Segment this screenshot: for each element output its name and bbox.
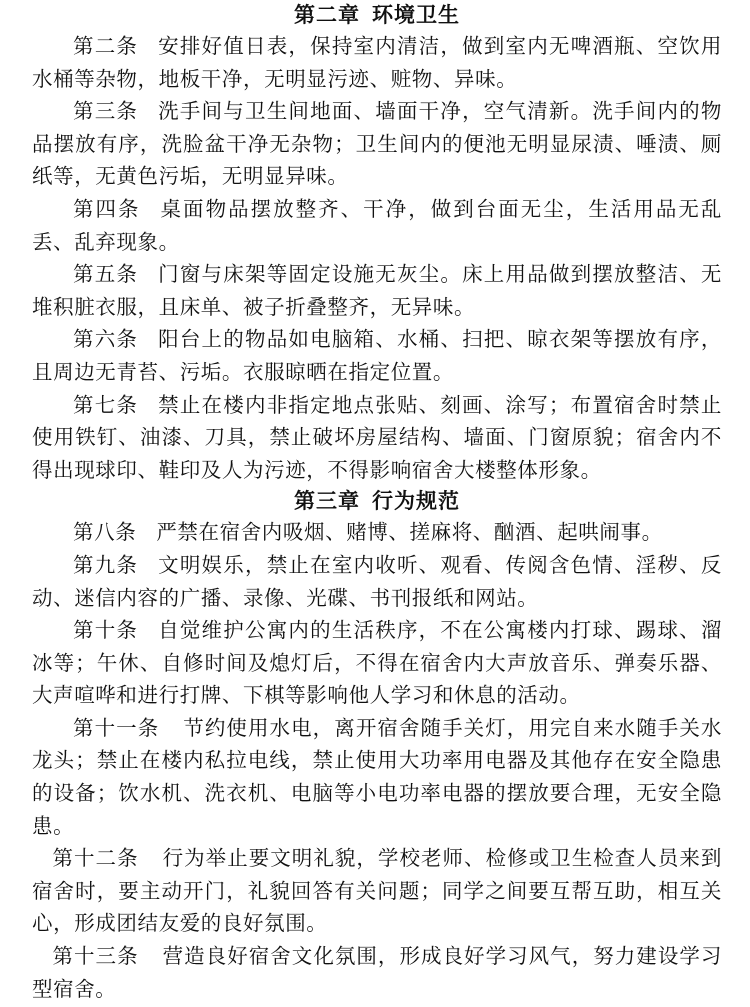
article-text: 桌面物品摆放整齐、干净，做到台面无尘，生活用品无乱丢、乱弃现象。 [32,196,722,254]
chapter-title [32,0,722,30]
chapter-number: 第二章 [294,3,360,27]
article-number: 第八条 [73,520,137,545]
article [32,614,722,712]
article-number: 第十一条 [73,715,160,740]
article-text: 行为举止要文明礼貌，学校老师、检修或卫生检查人员来到宿舍时，要主动开门，礼貌回答有关问题；同学之间要互帮互助，相互关心，形成团结友爱的良好氛围。 [32,846,722,936]
article [32,193,722,258]
article-number: 第五条 [73,262,139,287]
article [32,323,722,388]
chapter-name: 环境卫生 [372,3,460,27]
article [32,95,722,193]
article [32,842,722,940]
chapter-title [32,486,722,516]
article-number: 第九条 [73,552,139,577]
article-text: 节约使用水电，离开宿舍随手关灯，用完自来水随手关水龙头；禁止在楼内私拉电线，禁止使用大功率用电器及其他存在安全隐患的设备；饮水机、洗衣机、电脑等小电功率电器的摆放要合理，无安全隐患。 [32,715,723,838]
article [32,549,722,614]
article-number: 第七条 [73,392,139,417]
article-text: 阳台上的物品如电脑箱、水桶、扫把、晾衣架等摆放有序，且周边无青苔、污垢。衣服晾晒在指定位置。 [32,327,722,384]
article-number: 第十二条 [52,846,139,871]
article-text: 安排好值日表，保持室内清洁，做到室内无啤酒瓶、空饮用水桶等杂物，地板干净，无明显污迹、赃物、异味。 [32,34,722,91]
article [32,712,722,842]
chapter-name: 行为规范 [372,489,460,514]
chapter-number: 第三章 [294,489,360,514]
article-text: 禁止在楼内非指定地点张贴、刻画、涂写；布置宿舍时禁止使用铁钉、油漆、刀具，禁止破坏房屋结构、墙面、门窗原貌；宿舍内不得出现球印、鞋印及人为污迹，不得影响宿舍大楼整体形象。 [32,392,722,482]
article-text: 门窗与床架等固定设施无灰尘。床上用品做到摆放整洁、无堆积脏衣服，且床单、被子折叠整齐，无异味。 [32,262,722,319]
article-text: 自觉维护公寓内的生活秩序，不在公寓楼内打球、踢球、溜冰等；午休、自修时间及熄灯后，不得在宿舍内大声放音乐、弹奏乐器、大声喧哗和进行打牌、下棋等影响他人学习和休息的活动。 [32,618,722,708]
article-text: 洗手间与卫生间地面、墙面干净，空气清新。洗手间内的物品摆放有序，洗脸盆干净无杂物；卫生间内的便池无明显尿渍、唾渍、厕纸等，无黄色污垢，无明显异味。 [32,99,722,189]
article-number: 第十三条 [52,944,139,969]
article-number: 第六条 [73,327,139,352]
article-number: 第二条 [73,34,139,58]
article-number: 第三条 [73,99,139,124]
article-number: 第十条 [73,618,139,643]
article [32,516,722,549]
article-text: 文明娱乐，禁止在室内收听、观看、传阅含色情、淫秽、反动、迷信内容的广播、录像、光碟、书刊报纸和网站。 [32,552,722,610]
article-text: 营造良好宿舍文化氛围，形成良好学习风气，努力建设学习型宿舍。 [32,944,722,1001]
article-number: 第四条 [73,196,141,221]
article [32,389,722,487]
article [32,940,722,1005]
article [32,258,722,323]
article-text: 严禁在宿舍内吸烟、赌博、搓麻将、酗酒、起哄闹事。 [156,520,663,545]
article [32,30,722,95]
